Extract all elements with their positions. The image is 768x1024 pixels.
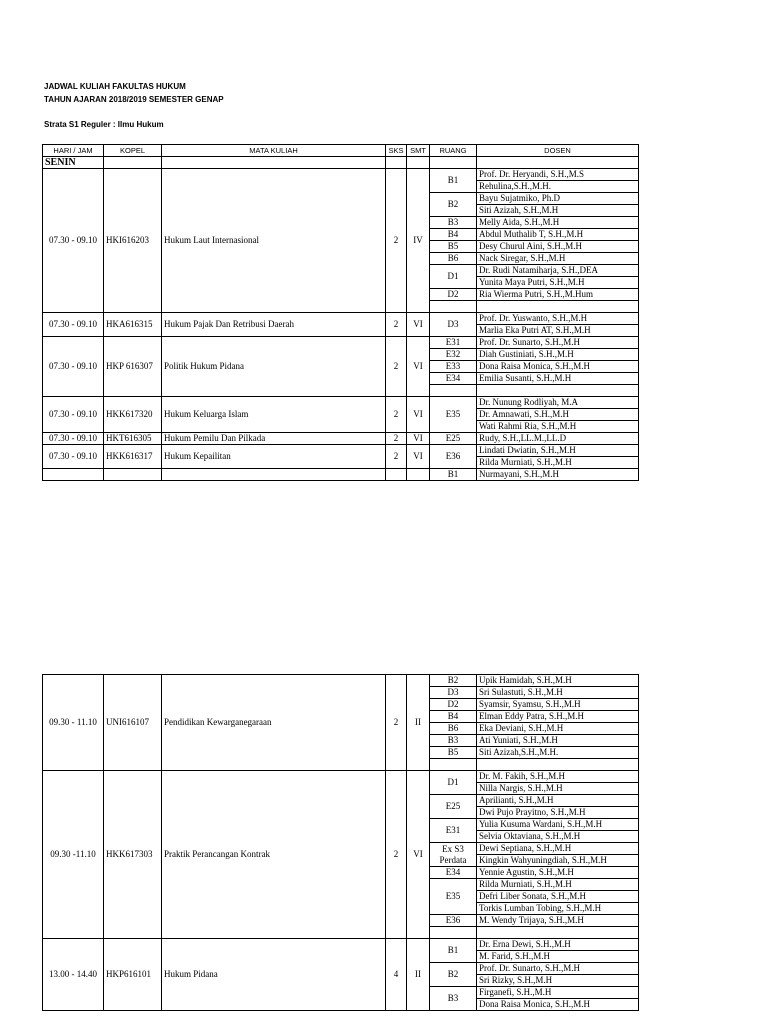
ruang-cell: D1: [430, 771, 477, 795]
ruang-cell: D2: [430, 699, 477, 711]
dosen-cell: Bayu Sujatmiko, Ph.D: [477, 193, 639, 205]
column-header-mata-kuliah: MATA KULIAH: [162, 145, 386, 157]
dosen-cell: Ria Wierma Putri, S.H.,M.Hum: [477, 289, 639, 301]
dosen-cell: Ati Yuniati, S.H.,M.H: [477, 735, 639, 747]
sks-cell: 2: [386, 337, 407, 397]
mata-kuliah-cell: [162, 469, 386, 481]
dosen-cell: Torkis Lumban Tobing, S.H.,M.H: [477, 903, 639, 915]
ruang-cell: B1: [430, 939, 477, 963]
dosen-cell: [477, 301, 639, 313]
column-header-ruang: RUANG: [430, 145, 477, 157]
dosen-cell: Lindati Dwiatin, S.H.,M.H: [477, 445, 639, 457]
kopel-cell: HKP 616307: [104, 337, 162, 397]
dosen-cell: Abdul Muthalib T, S.H.,M.H: [477, 229, 639, 241]
dosen-cell: Dr. Rudi Natamiharja, S.H.,DEA: [477, 265, 639, 277]
dosen-cell: Selvia Oktaviana, S.H.,M.H: [477, 831, 639, 843]
ruang-cell: E36: [430, 915, 477, 927]
sks-cell: 2: [386, 397, 407, 433]
dosen-cell: Aprilianti, S.H.,M.H: [477, 795, 639, 807]
column-header-dosen: DOSEN: [477, 145, 639, 157]
dosen-cell: Rudy, S.H.,LL.M.,LL.D: [477, 433, 639, 445]
kopel-cell: HKP616101: [104, 939, 162, 1011]
dosen-cell: Dwi Pujo Prayitno, S.H.,M.H: [477, 807, 639, 819]
kopel-cell: HKI616203: [104, 169, 162, 313]
dosen-cell: Upik Hamidah, S.H.,M.H: [477, 675, 639, 687]
mata-kuliah-cell: Hukum Kepailitan: [162, 445, 386, 469]
mata-kuliah-cell: Hukum Keluarga Islam: [162, 397, 386, 433]
program-line: Strata S1 Reguler : Ilmu Hukum: [44, 120, 164, 129]
ruang-cell: Ex S3 Perdata: [430, 843, 477, 867]
sks-cell: 4: [386, 939, 407, 1011]
smt-cell: VI: [407, 445, 430, 469]
mata-kuliah-cell: Hukum Pajak Dan Retribusi Daerah: [162, 313, 386, 337]
smt-cell: IV: [407, 169, 430, 313]
time-cell: 13.00 - 14.40: [43, 939, 104, 1011]
time-cell: 07.30 - 09.10: [43, 313, 104, 337]
sks-cell: 2: [386, 313, 407, 337]
ruang-cell: E31: [430, 819, 477, 843]
ruang-cell: E36: [430, 445, 477, 469]
ruang-cell: D2: [430, 289, 477, 301]
dosen-cell: Siti Azizah,S.H.,M.H.: [477, 747, 639, 759]
ruang-cell: B3: [430, 987, 477, 1011]
kopel-cell: HKK616317: [104, 445, 162, 469]
smt-cell: VI: [407, 771, 430, 939]
empty-cell: [407, 157, 430, 169]
ruang-cell: E32: [430, 349, 477, 361]
title-line-1: JADWAL KULIAH FAKULTAS HUKUM: [44, 82, 186, 91]
schedule-page-1: [0, 144, 768, 516]
column-header-kopel: KOPEL: [104, 145, 162, 157]
time-cell: 07.30 - 09.10: [43, 169, 104, 313]
header-row: [43, 145, 639, 157]
smt-cell: VI: [407, 313, 430, 337]
mata-kuliah-cell: Hukum Pemilu Dan Pilkada: [162, 433, 386, 445]
ruang-cell: B3: [430, 217, 477, 229]
kopel-cell: HKT616305: [104, 433, 162, 445]
column-header-sks: SKS: [386, 145, 407, 157]
time-cell: 07.30 - 09.10: [43, 433, 104, 445]
ruang-cell: E34: [430, 867, 477, 879]
sks-cell: 2: [386, 445, 407, 469]
mata-kuliah-cell: Pendidikan Kewarganegaraan: [162, 675, 386, 771]
ruang-cell: E25: [430, 795, 477, 819]
sks-cell: 2: [386, 771, 407, 939]
table-row: [43, 771, 639, 783]
dosen-cell: Siti Azizah, S.H.,M.H: [477, 205, 639, 217]
dosen-cell: Dr. Nunung Rodliyah, M.A: [477, 397, 639, 409]
dosen-cell: Rilda Murniati, S.H.,M.H: [477, 879, 639, 891]
table-row: [43, 313, 639, 325]
day-row: [43, 157, 639, 169]
time-cell: [43, 469, 104, 481]
sks-cell: 2: [386, 675, 407, 771]
dosen-cell: Firganefi, S.H.,M.H: [477, 987, 639, 999]
kopel-cell: HKK617303: [104, 771, 162, 939]
empty-cell: [104, 157, 162, 169]
ruang-cell: B5: [430, 747, 477, 759]
dosen-cell: Yulia Kusuma Wardani, S.H.,M.H: [477, 819, 639, 831]
ruang-cell: [430, 759, 477, 771]
ruang-cell: E35: [430, 879, 477, 915]
ruang-cell: E34: [430, 373, 477, 385]
sks-cell: 2: [386, 433, 407, 445]
schedule-page-2: [0, 674, 768, 1024]
dosen-cell: M. Wendy Trijaya, S.H.,M.H: [477, 915, 639, 927]
dosen-cell: Kingkin Wahyuningdiah, S.H.,M.H: [477, 855, 639, 867]
smt-cell: II: [407, 939, 430, 1011]
dosen-cell: Diah Gustiniati, S.H.,M.H: [477, 349, 639, 361]
ruang-cell: D3: [430, 687, 477, 699]
ruang-cell: E25: [430, 433, 477, 445]
ruang-cell: B1: [430, 169, 477, 193]
dosen-cell: [477, 759, 639, 771]
mata-kuliah-cell: Praktik Perancangan Kontrak: [162, 771, 386, 939]
dosen-cell: Nurmayani, S.H.,M.H: [477, 469, 639, 481]
ruang-cell: B2: [430, 193, 477, 217]
table-row: [43, 397, 639, 409]
title-line-2: TAHUN AJARAN 2018/2019 SEMESTER GENAP: [44, 95, 224, 104]
table-row: [43, 337, 639, 349]
dosen-cell: Yunita Maya Putri, S.H.,M.H: [477, 277, 639, 289]
kopel-cell: [104, 469, 162, 481]
dosen-cell: Nack Siregar, S.H.,M.H: [477, 253, 639, 265]
dosen-cell: Prof. Dr. Sunarto, S.H.,M.H: [477, 337, 639, 349]
time-cell: 07.30 - 09.10: [43, 397, 104, 433]
table-row: [43, 675, 639, 687]
smt-cell: II: [407, 675, 430, 771]
smt-cell: [407, 469, 430, 481]
ruang-cell: E35: [430, 397, 477, 433]
sks-cell: 2: [386, 169, 407, 313]
ruang-cell: E33: [430, 361, 477, 373]
dosen-cell: Prof. Dr. Yuswanto, S.H.,M.H: [477, 313, 639, 325]
dosen-cell: Dr. Amnawati, S.H.,M.H: [477, 409, 639, 421]
ruang-cell: B2: [430, 675, 477, 687]
dosen-cell: Elman Eddy Patra, S.H.,M.H: [477, 711, 639, 723]
dosen-cell: Eka Deviani, S.H.,M.H: [477, 723, 639, 735]
table-row: [43, 469, 639, 481]
dosen-cell: Dr. Erna Dewi, S.H.,M.H: [477, 939, 639, 951]
dosen-cell: Sri Sulastuti, S.H.,M.H: [477, 687, 639, 699]
ruang-cell: B3: [430, 735, 477, 747]
ruang-cell: E31: [430, 337, 477, 349]
dosen-cell: Defri Liber Sonata, S.H.,M.H: [477, 891, 639, 903]
ruang-cell: B2: [430, 963, 477, 987]
ruang-cell: B6: [430, 723, 477, 735]
dosen-cell: Dona Raisa Monica, S.H.,M.H: [477, 361, 639, 373]
smt-cell: VI: [407, 397, 430, 433]
table-row: [43, 445, 639, 457]
ruang-cell: B5: [430, 241, 477, 253]
ruang-cell: [430, 385, 477, 397]
dosen-cell: Melly Aida, S.H.,M.H: [477, 217, 639, 229]
dosen-cell: [477, 927, 639, 939]
dosen-cell: Dr. M. Fakih, S.H.,M.H: [477, 771, 639, 783]
smt-cell: VI: [407, 337, 430, 397]
dosen-cell: Syamsir, Syamsu, S.H.,M.H: [477, 699, 639, 711]
dosen-cell: Rehulina,S.H.,M.H.: [477, 181, 639, 193]
dosen-cell: Marlia Eka Putri AT, S.H.,M.H: [477, 325, 639, 337]
ruang-cell: B4: [430, 229, 477, 241]
kopel-cell: UNI616107: [104, 675, 162, 771]
ruang-cell: D1: [430, 265, 477, 289]
dosen-cell: Dewi Septiana, S.H.,M.H: [477, 843, 639, 855]
empty-cell: [477, 157, 639, 169]
mata-kuliah-cell: Hukum Laut Internasional: [162, 169, 386, 313]
dosen-cell: Desy Churul Aini, S.H.,M.H: [477, 241, 639, 253]
dosen-cell: Yennie Agustin, S.H.,M.H: [477, 867, 639, 879]
dosen-cell: Prof. Dr. Heryandi, S.H.,M.S: [477, 169, 639, 181]
mata-kuliah-cell: Politik Hukum Pidana: [162, 337, 386, 397]
dosen-cell: Emilia Susanti, S.H.,M.H: [477, 373, 639, 385]
dosen-cell: M. Farid, S.H.,M.H: [477, 951, 639, 963]
kopel-cell: HKK617320: [104, 397, 162, 433]
mata-kuliah-cell: Hukum Pidana: [162, 939, 386, 1011]
ruang-cell: D3: [430, 313, 477, 337]
empty-cell: [162, 157, 386, 169]
empty-cell: [430, 157, 477, 169]
time-cell: 07.30 - 09.10: [43, 337, 104, 397]
kopel-cell: HKA616315: [104, 313, 162, 337]
dosen-cell: Prof. Dr. Sunarto, S.H.,M.H: [477, 963, 639, 975]
column-header-hari: HARI / JAM: [43, 145, 104, 157]
column-header-smt: SMT: [407, 145, 430, 157]
time-cell: 07.30 - 09.10: [43, 445, 104, 469]
ruang-cell: B6: [430, 253, 477, 265]
sks-cell: [386, 469, 407, 481]
ruang-cell: [430, 301, 477, 313]
table-row: [43, 169, 639, 181]
time-cell: 09.30 -11.10: [43, 771, 104, 939]
ruang-cell: B4: [430, 711, 477, 723]
empty-cell: [386, 157, 407, 169]
dosen-cell: Nilla Nargis, S.H.,M.H: [477, 783, 639, 795]
dosen-cell: Dona Raisa Monica, S.H.,M.H: [477, 999, 639, 1011]
dosen-cell: [477, 385, 639, 397]
table-row: [43, 939, 639, 951]
ruang-cell: B1: [430, 469, 477, 481]
ruang-cell: [430, 927, 477, 939]
dosen-cell: Rilda Murniati, S.H.,M.H: [477, 457, 639, 469]
schedule-table-page-2: [42, 674, 639, 1011]
dosen-cell: Sri Rizky, S.H.,M.H: [477, 975, 639, 987]
table-row: [43, 433, 639, 445]
smt-cell: VI: [407, 433, 430, 445]
time-cell: 09.30 - 11.10: [43, 675, 104, 771]
schedule-table-page-1: [42, 144, 639, 481]
dosen-cell: Wati Rahmi Ria, S.H.,M.H: [477, 421, 639, 433]
day-label: SENIN: [43, 157, 104, 169]
